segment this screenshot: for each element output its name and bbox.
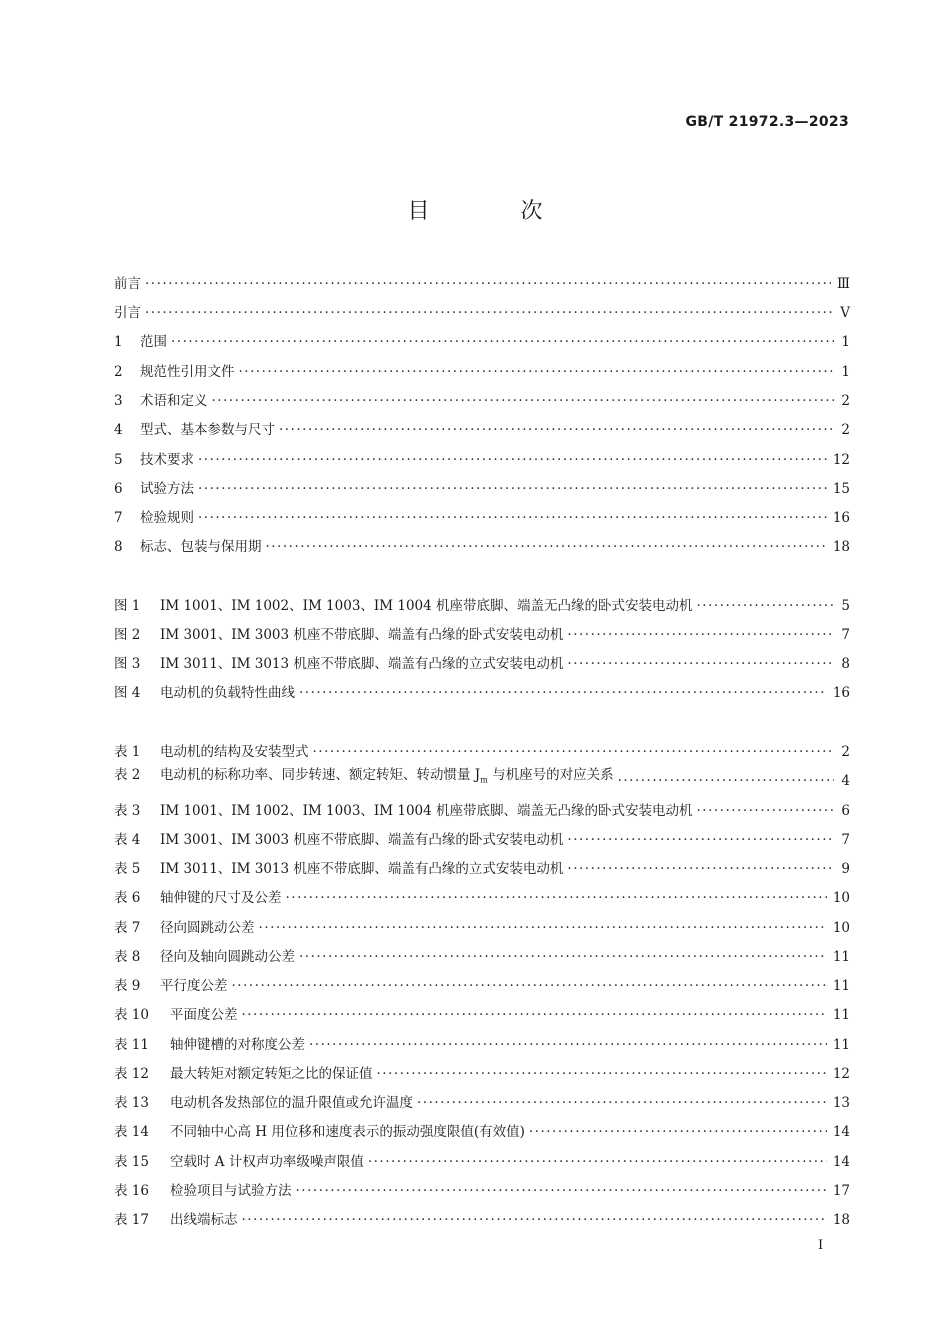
toc-entry-label: 表 4 IM 3001、IM 3003 机座不带底脚、端盖有凸缘的卧式安装电动机: [114, 832, 564, 848]
toc-entry-label: 表 10 平面度公差: [114, 1007, 238, 1023]
toc-entry-page: 11: [832, 1007, 850, 1023]
leader-dots: [232, 976, 827, 996]
toc-entry[interactable]: [114, 274, 850, 294]
toc-entry-label: 图 3 IM 3011、IM 3013 机座不带底脚、端盖有凸缘的立式安装电动机: [114, 656, 564, 672]
toc-entry[interactable]: [114, 450, 850, 470]
toc-entry-label: 1 范围: [114, 334, 167, 350]
leader-dots: [567, 859, 834, 879]
toc-entry-page: 11: [832, 978, 850, 994]
leader-dots: [286, 888, 827, 908]
toc-entry[interactable]: [114, 742, 850, 762]
leader-dots: [567, 625, 834, 645]
toc-entry-page: 18: [832, 539, 850, 555]
toc-entry[interactable]: [114, 625, 850, 645]
toc-entry-page: 14: [832, 1154, 850, 1170]
toc-entry-label: 表 14 不同轴中心高 H 用位移和速度表示的振动强度限值(有效值): [114, 1124, 525, 1140]
toc-entry[interactable]: [114, 508, 850, 528]
toc-entry-page: 7: [841, 627, 850, 643]
toc-entry-page: 18: [832, 1212, 850, 1228]
toc-entry-label: 表 7 径向圆跳动公差: [114, 920, 255, 936]
leader-dots: [198, 450, 827, 470]
toc-entry[interactable]: [114, 391, 850, 411]
leader-dots: [145, 303, 834, 323]
toc-entry-label: 表 8 径向及轴向圆跳动公差: [114, 949, 295, 965]
toc-entry-page: 7: [841, 832, 850, 848]
toc-entry-page: 5: [841, 598, 850, 614]
leader-dots: [368, 1152, 827, 1172]
toc-entry-label: 6 试验方法: [114, 481, 194, 497]
toc-entry-label: 2 规范性引用文件: [114, 364, 235, 380]
toc-entry-page: 1: [841, 334, 850, 350]
toc-entry-page: 16: [832, 510, 850, 526]
toc-entry[interactable]: [114, 479, 850, 499]
leader-dots: [242, 1210, 827, 1230]
leader-dots: [567, 830, 834, 850]
toc-entry-page: 14: [832, 1124, 850, 1140]
toc-entry[interactable]: [114, 947, 850, 967]
toc-entry[interactable]: [114, 976, 850, 996]
toc-entry-page: 10: [832, 890, 850, 906]
leader-dots: [417, 1093, 827, 1113]
leader-dots: [212, 391, 835, 411]
toc-entry-label: 表 5 IM 3011、IM 3013 机座不带底脚、端盖有凸缘的立式安装电动机: [114, 861, 564, 877]
leader-dots: [618, 771, 834, 791]
leader-dots: [299, 947, 827, 967]
toc-entry-page: 4: [841, 773, 850, 789]
toc-entry[interactable]: [114, 1181, 850, 1201]
toc-entry[interactable]: [114, 1122, 850, 1142]
toc-entry-label: 表 12 最大转矩对额定转矩之比的保证值: [114, 1066, 373, 1082]
leader-dots: [529, 1122, 827, 1142]
toc-entry-label: 表 1 电动机的结构及安装型式: [114, 744, 309, 760]
toc-entry[interactable]: [114, 801, 850, 821]
toc-entry-label: 表 11 轴伸键槽的对称度公差: [114, 1037, 305, 1053]
toc-entry-label: 表 6 轴伸键的尺寸及公差: [114, 890, 282, 906]
toc-entry-label: 图 4 电动机的负载特性曲线: [114, 685, 295, 701]
toc-entry[interactable]: [114, 332, 850, 352]
leader-dots: [309, 1035, 827, 1055]
toc-entry-label: 前言: [114, 276, 141, 292]
toc-entry-page: 1: [841, 364, 850, 380]
toc-entry-label: 引言: [114, 305, 141, 321]
toc-entry[interactable]: [114, 830, 850, 850]
standard-number: GB/T 21972.3—2023: [685, 114, 849, 130]
toc-entry-page: 2: [841, 393, 850, 409]
toc-entry[interactable]: [114, 1064, 850, 1084]
toc-entry-label: 3 术语和定义: [114, 393, 208, 409]
leader-dots: [697, 801, 834, 821]
toc-entry[interactable]: [114, 767, 850, 791]
toc-entry[interactable]: [114, 1005, 850, 1025]
toc-entry-label: 7 检验规则: [114, 510, 194, 526]
toc-entry-page: 11: [832, 1037, 850, 1053]
toc-entry-label: 4 型式、基本参数与尺寸: [114, 422, 275, 438]
leader-dots: [198, 508, 827, 528]
toc-entry[interactable]: [114, 420, 850, 440]
leader-dots: [313, 742, 835, 762]
toc-entry-page: 11: [832, 949, 850, 965]
toc-entry-page: 6: [841, 803, 850, 819]
toc-entry-label: 表 15 空载时 A 计权声功率级噪声限值: [114, 1154, 364, 1170]
toc-entry-page: 12: [832, 452, 850, 468]
toc-entry-label: 8 标志、包装与保用期: [114, 539, 262, 555]
toc-entry-page: Ⅴ: [840, 305, 850, 321]
toc-entry-page: 13: [832, 1095, 850, 1111]
toc-entry-page: 9: [841, 861, 850, 877]
toc-entry-page: 12: [832, 1066, 850, 1082]
toc-entry[interactable]: [114, 918, 850, 938]
leader-dots: [266, 537, 827, 557]
leader-dots: [259, 918, 827, 938]
toc-entry[interactable]: [114, 1035, 850, 1055]
toc-entry[interactable]: [114, 859, 850, 879]
toc-entry-page: 10: [832, 920, 850, 936]
leader-dots: [697, 596, 834, 616]
toc-entry-page: 2: [841, 422, 850, 438]
toc-entry-label: 表 13 电动机各发热部位的温升限值或允许温度: [114, 1095, 413, 1111]
toc-entry[interactable]: [114, 303, 850, 323]
toc-entry[interactable]: [114, 1152, 850, 1172]
toc-entry-page: 16: [832, 685, 850, 701]
toc-entry[interactable]: [114, 1093, 850, 1113]
leader-dots: [171, 332, 834, 352]
toc-entry[interactable]: [114, 1210, 850, 1230]
toc-entry-label: 表 17 出线端标志: [114, 1212, 238, 1228]
toc-entry-label: 表 3 IM 1001、IM 1002、IM 1003、IM 1004 机座带底脚、端盖无凸缘的卧式安装电动机: [114, 803, 693, 819]
page-title: 目 次: [407, 199, 585, 224]
leader-dots: [239, 362, 835, 382]
toc-entry[interactable]: [114, 596, 850, 616]
toc-entry[interactable]: [114, 888, 850, 908]
toc-entry[interactable]: [114, 362, 850, 382]
toc-entry-label: 表 9 平行度公差: [114, 978, 228, 994]
leader-dots: [242, 1005, 827, 1025]
leader-dots: [198, 479, 827, 499]
toc-entry-label: 图 1 IM 1001、IM 1002、IM 1003、IM 1004 机座带底脚、端盖无凸缘的卧式安装电动机: [114, 598, 693, 614]
leader-dots: [377, 1064, 827, 1084]
leader-dots: [299, 683, 827, 703]
toc-entry-label: 表 2 电动机的标称功率、同步转速、额定转矩、转动惯量 $J_m$ 与机座号的对应关系: [114, 767, 614, 785]
toc-entry-page: 8: [841, 656, 850, 672]
toc-entry[interactable]: [114, 537, 850, 557]
toc-entry-page: 17: [832, 1183, 850, 1199]
leader-dots: [279, 420, 834, 440]
toc-entry-label: 5 技术要求: [114, 452, 194, 468]
leader-dots: [145, 274, 831, 294]
toc-entry-page: 2: [841, 744, 850, 760]
toc-entry[interactable]: [114, 683, 850, 703]
leader-dots: [296, 1181, 827, 1201]
toc-entry-label: 图 2 IM 3001、IM 3003 机座不带底脚、端盖有凸缘的卧式安装电动机: [114, 627, 564, 643]
toc-entry-page: 15: [832, 481, 850, 497]
leader-dots: [567, 654, 834, 674]
toc-entry-label: 表 16 检验项目与试验方法: [114, 1183, 292, 1199]
footer-page-number: Ⅰ: [818, 1238, 824, 1253]
toc-entry-page: Ⅲ: [836, 276, 850, 292]
toc-entry[interactable]: [114, 654, 850, 674]
